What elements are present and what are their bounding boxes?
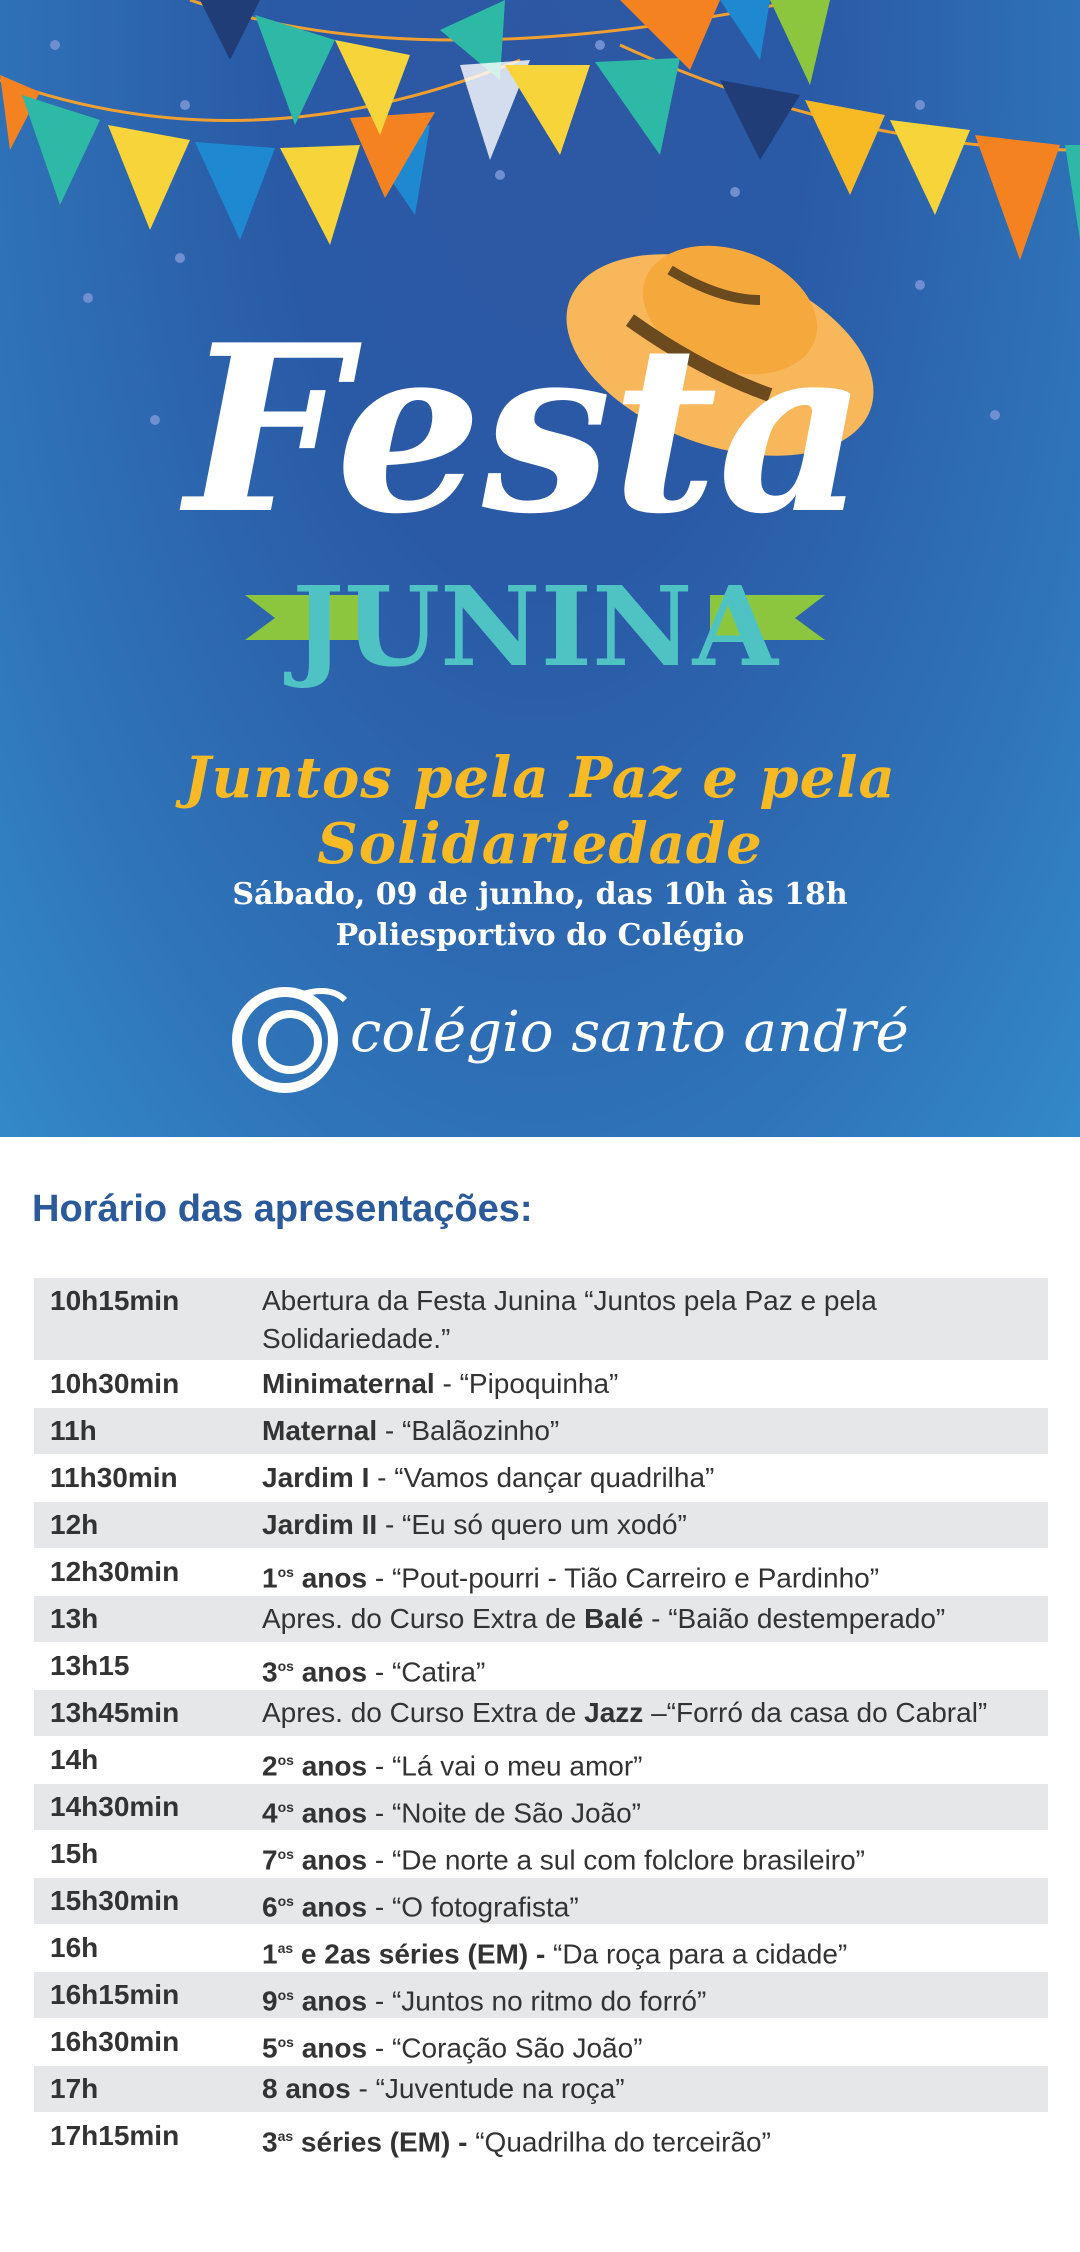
schedule-description: Abertura da Festa Junina “Juntos pela Paz e pela Solidariedade.” xyxy=(262,1285,877,1354)
schedule-row xyxy=(34,1643,1048,1689)
schedule-description: Minimaternal - “Pipoquinha” xyxy=(262,1368,619,1399)
schedule-row xyxy=(34,1878,1048,1924)
schedule-description: $7^{os}$ anos - “De norte a sul com folclore brasileiro” xyxy=(262,1844,866,1876)
schedule-time: 13h15 xyxy=(50,1650,130,1681)
schedule-description: $5^{os}$ anos - “Coração São João” xyxy=(262,2032,643,2064)
schedule-row xyxy=(34,1549,1048,1595)
schedule-row xyxy=(34,2113,1048,2159)
schedule-row xyxy=(34,1972,1048,2018)
event-date: Sábado, 09 de junho, das 10h às 18h xyxy=(232,877,848,912)
festa-title: Festa xyxy=(185,295,867,565)
schedule-description: Apres. do Curso Extra de Balé - “Baião destemperado” xyxy=(262,1603,946,1634)
schedule-row xyxy=(34,2066,1048,2112)
schedule-description: Apres. do Curso Extra de Jazz –“Forró da casa do Cabral” xyxy=(262,1697,988,1728)
schedule-time: 11h xyxy=(50,1415,97,1446)
schedule-row xyxy=(34,1455,1048,1501)
schedule-time: 13h45min xyxy=(50,1697,180,1728)
schedule-time: 16h15min xyxy=(50,1979,180,2010)
schedule-description: $4^{os}$ anos - “Noite de São João” xyxy=(262,1797,641,1829)
schedule-description: Jardim II - “Eu só quero um xodó” xyxy=(262,1509,687,1540)
schedule-row xyxy=(34,1278,1048,1360)
schedule-description: Maternal - “Balãozinho” xyxy=(262,1415,560,1446)
schedule-row xyxy=(34,1784,1048,1830)
schedule-description: 8 anos - “Juventude na roça” xyxy=(262,2073,625,2104)
schedule-row xyxy=(34,1502,1048,1548)
schedule-time: 15h xyxy=(50,1838,99,1869)
schedule-row xyxy=(34,1596,1048,1642)
schedule-time: 17h15min xyxy=(50,2120,180,2151)
schedule-time: 16h30min xyxy=(50,2026,180,2057)
schedule-time: 12h xyxy=(50,1509,99,1540)
schedule-time: 13h xyxy=(50,1603,99,1634)
schedule-row xyxy=(34,1925,1048,1971)
schedule-row xyxy=(34,1690,1048,1736)
schedule-description: $3^{os}$ anos - “Catira” xyxy=(262,1656,486,1688)
schedule-time: 15h30min xyxy=(50,1885,180,1916)
event-venue: Poliesportivo do Colégio xyxy=(335,918,745,953)
bunting-flags-icon xyxy=(0,0,1080,260)
santo-andre-logo-icon xyxy=(237,991,345,1088)
schedule-time: 17h xyxy=(50,2073,99,2104)
schedule-time: 10h30min xyxy=(50,1368,180,1399)
schedule-title: Horário das apresentações: xyxy=(32,1188,533,1230)
schedule-time: 14h xyxy=(50,1744,99,1775)
schedule-description: $1^{os}$ anos - “Pout-pourri - Tião Carreiro e Pardinho” xyxy=(262,1562,880,1594)
schedule-description: Jardim I - “Vamos dançar quadrilha” xyxy=(262,1462,715,1493)
schedule-time: 10h15min xyxy=(50,1285,180,1316)
schedule-time: 14h30min xyxy=(50,1791,180,1822)
schedule-time: 12h30min xyxy=(50,1556,180,1587)
schedule-table xyxy=(34,1278,1048,2160)
schedule-description: $9^{os}$ anos - “Juntos no ritmo do forró” xyxy=(262,1985,707,2017)
schedule-row xyxy=(34,2019,1048,2065)
schedule-row xyxy=(34,1408,1048,1454)
schedule-time: 11h30min xyxy=(50,1462,178,1493)
schedule-row xyxy=(34,1831,1048,1877)
schedule-row xyxy=(34,1737,1048,1783)
junina-title: JUNINA xyxy=(292,562,778,691)
schedule-description: $6^{os}$ anos - “O fotografista” xyxy=(262,1891,579,1923)
schedule-description: $2^{os}$ anos - “Lá vai o meu amor” xyxy=(262,1750,643,1782)
schedule-time: 16h xyxy=(50,1932,99,1963)
tagline: Juntos pela Paz e pela Solidariedade xyxy=(184,745,896,877)
schedule-description: $3^{as}$ séries (EM) - “Quadrilha do terceirão” xyxy=(262,2126,771,2158)
schedule-row xyxy=(34,1361,1048,1407)
brand-name: colégio santo andré xyxy=(350,1000,909,1065)
schedule-description: $1^{as}$ e 2as séries (EM) - “Da roça para a cidade” xyxy=(262,1938,848,1970)
